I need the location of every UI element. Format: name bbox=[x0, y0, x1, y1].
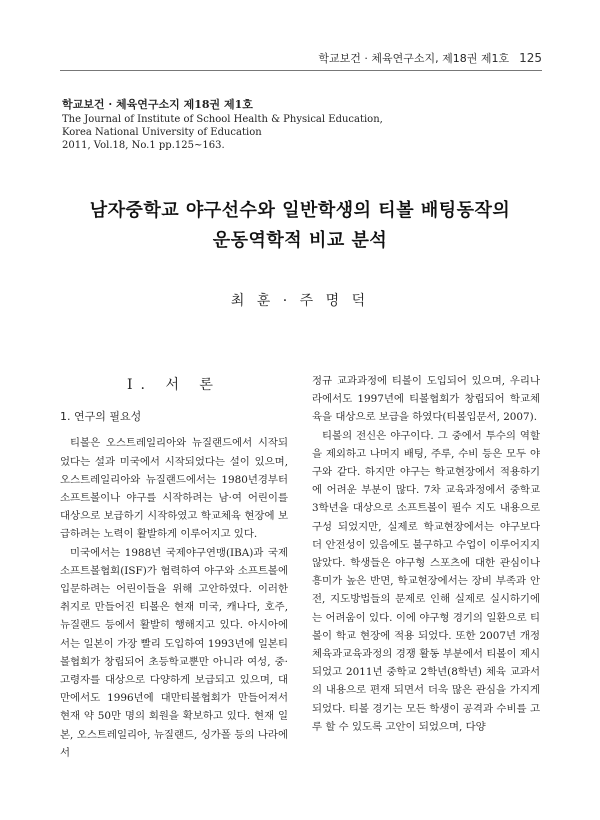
section-heading: Ⅰ. 서 론 bbox=[127, 377, 221, 393]
running-header bbox=[318, 50, 542, 66]
body-paragraph: 티볼은 오스트레일리아와 뉴질랜드에서 시작되었다는 설과 미국에서 시작되었다는 설이 있으며, 오스트레일리아와 뉴질랜드에서는 1980년경부터 소프트볼이나 야구를 시작하려는 남·여 어린이를 대상으로 보급하기 시작하였고 학교체육 현장에 보급하려는 노력이 활발하게 이루어지고 있다. bbox=[60, 437, 288, 541]
body-paragraph: 미국에서는 1988년 국제야구연맹(IBA)과 국제소프트볼협회(ISF)가 협력하여 야구와 소프트볼에 입문하려는 어린이들을 위해 고안하였다. 이러한 취지로 만들어진 티볼은 현재 미국, 캐나다, 호주, 뉴질랜드 등에서 활발히 행해지고 있다. 아시아에서는 일본이 가장 빨리 도입하여 1993년에 일본티볼협회가 창립되어 초등학교뿐만 아니라 여성, 중·고령자를 대상으로 다양하게 보급되고 있으며, 대만에서도 1996년에 대만티볼협회가 만들어져서 현재 약 50만 명의 회원을 확보하고 있다. 현재 일본, 오스트레일리아, 뉴질랜드, 싱가폴 등의 나라에서 bbox=[60, 546, 288, 759]
paper-title bbox=[50, 196, 550, 256]
left-column bbox=[60, 376, 288, 762]
body-paragraph: 티볼의 전신은 야구이다. 그 중에서 투수의 역할을 제외하고 나머지 배팅, 주루, 수비 등은 모두 야구와 같다. 하지만 야구는 학교현장에서 적용하기에 어려운 부분이 많다. 7차 교육과정에서 중학교 3학년을 대상으로 소프트볼이 필수 지도 내용으로 구성 되었지만, 실제로 학교현장에서는 야구보다 더 안전성이 있음에도 불구하고 수업이 이루어지지 않았다. 학생들은 야구형 스포츠에 대한 관심이나 흥미가 높은 반면, 학교현장에서는 장비 부족과 안전, 지도방법들의 문제로 인해 실제로 실시하기에는 어려움이 있다. 이에 야구형 경기의 일환으로 티볼이 학교 현장에 적용 되었다. 또한 2007년 개정 체육과교육과정의 경쟁 활동 부분에서 티볼이 제시되었고 2011년 중학교 2학년(8학년) 체육 교과서의 내용으로 편재 되면서 더욱 많은 관심을 가지게 되었다. 티볼 경기는 모든 학생이 공격과 수비를 고루 할 수 있도록 고안이 되었으며, 다양 bbox=[312, 429, 540, 733]
header-rule bbox=[60, 70, 542, 71]
paper-title-line2: 운동역학적 비교 분석 bbox=[212, 230, 388, 251]
journal-name-korean: 학교보건 · 체육연구소지 제18권 제1호 bbox=[62, 98, 253, 111]
journal-name-english-line1: The Journal of Institute of School Health & Physical Education, bbox=[62, 114, 383, 125]
paper-authors: 최 훈 · 주 명 덕 bbox=[230, 293, 370, 309]
right-column bbox=[312, 372, 540, 736]
subsection-heading: 1. 연구의 필요성 bbox=[60, 410, 142, 424]
page-number: 125 bbox=[519, 51, 542, 65]
paper-title-line1: 남자중학교 야구선수와 일반학생의 티볼 배팅동작의 bbox=[89, 200, 511, 221]
running-header-journal: 학교보건 · 체육연구소지, 제18권 제1호 bbox=[318, 52, 510, 65]
body-paragraph: 정규 교과과정에 티볼이 도입되어 있으며, 우리나라에서도 1997년에 티볼협회가 창립되어 학교체육을 대상으로 보급을 하였다(티볼입문서, 2007). bbox=[312, 375, 540, 424]
journal-name-english-line2: Korea National University of Education bbox=[62, 127, 262, 138]
journal-citation: 2011, Vol.18, No.1 pp.125~163. bbox=[62, 140, 225, 151]
journal-info bbox=[62, 98, 482, 152]
